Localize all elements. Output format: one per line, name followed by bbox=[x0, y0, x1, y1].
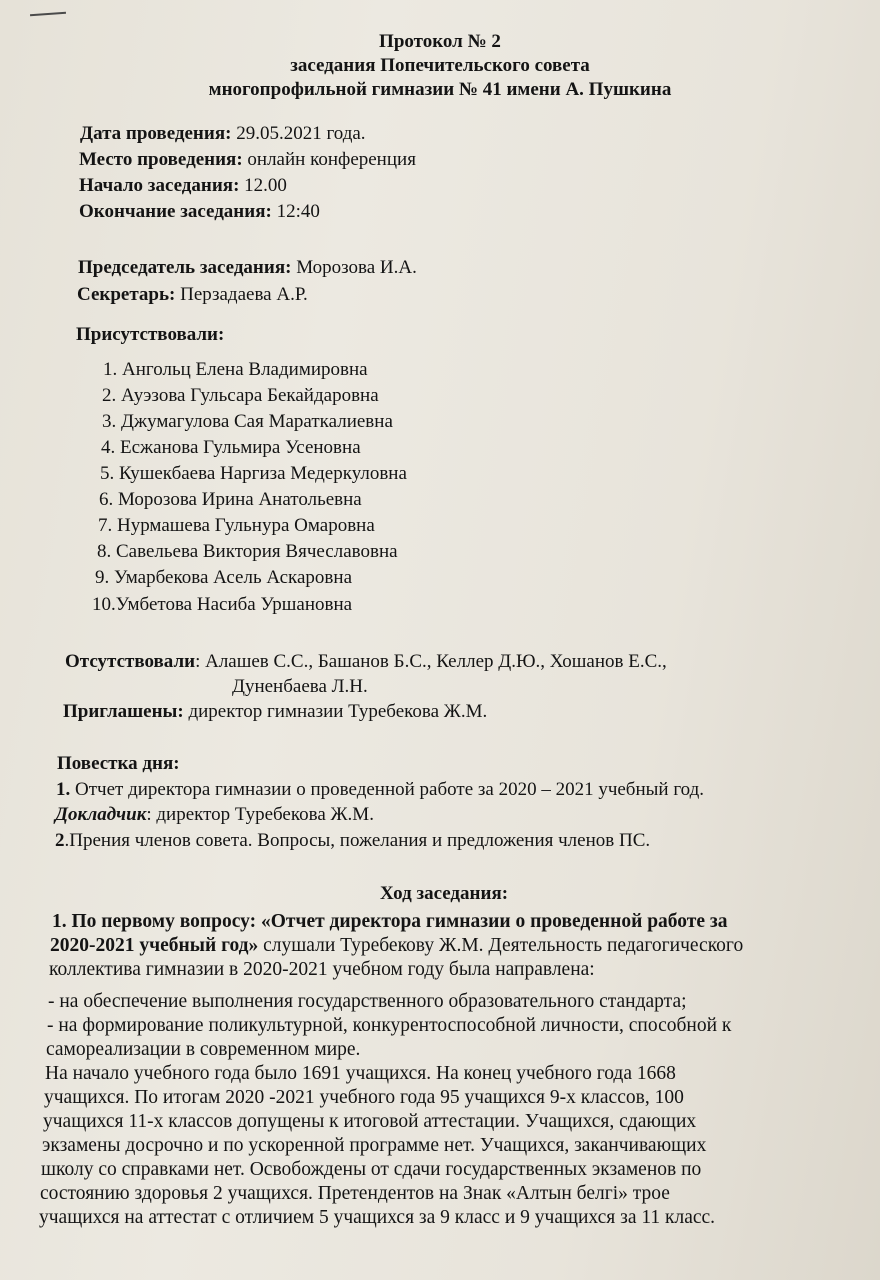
speaker-label: Докладчик bbox=[55, 804, 147, 825]
question-1-line-1: 1. По первому вопросу: «Отчет директора гимназии о проведенной работе за bbox=[52, 911, 728, 932]
meeting-end bbox=[79, 200, 320, 224]
attendee-6: 6. Морозова Ирина Анатольевна bbox=[99, 489, 362, 510]
attendees-label: Присутствовали: bbox=[76, 324, 225, 345]
attendee-2: 2. Ауэзова Гульсара Бекайдаровна bbox=[102, 385, 379, 406]
agenda-item-2-text: .Прения членов совета. Вопросы, пожелания и предложения членов ПС. bbox=[64, 830, 651, 851]
attendee-1: 1. Ангольц Елена Владимировна bbox=[103, 359, 368, 380]
start-value: 12.00 bbox=[239, 175, 287, 196]
attendee-4: 4. Есжанова Гульмира Усеновна bbox=[101, 437, 361, 458]
invited-value: директор гимназии Туребекова Ж.М. bbox=[183, 701, 488, 722]
question-1-line-2 bbox=[50, 934, 743, 958]
meeting-date bbox=[80, 122, 366, 146]
protocol-subtitle-2: многопрофильной гимназии № 41 имени А. Пушкина bbox=[208, 79, 672, 100]
end-value: 12:40 bbox=[271, 201, 320, 222]
meeting-start bbox=[79, 174, 287, 198]
agenda-item-1-text: Отчет директора гимназии о проведенной работе за 2020 – 2021 учебный год. bbox=[70, 779, 705, 800]
start-label: Начало заседания: bbox=[79, 175, 240, 196]
attendee-7: 7. Нурмашева Гульнура Омаровна bbox=[98, 515, 375, 536]
question-1-text: слушали Туребекову Ж.М. Деятельность педагогического bbox=[258, 935, 744, 956]
body-line-11: учащихся на аттестат с отличием 5 учащихся за 9 класс и 9 учащихся за 11 класс. bbox=[39, 1207, 716, 1228]
absent-names: : Алашев С.С., Башанов Б.С., Келлер Д.Ю., Хошанов Е.С., bbox=[195, 651, 667, 672]
body-line-2: - на обеспечение выполнения государственного образовательного стандарта; bbox=[48, 991, 687, 1012]
chair-value: Морозова И.А. bbox=[291, 257, 417, 278]
agenda-item-2-number: 2 bbox=[55, 830, 65, 851]
body-line-1: коллектива гимназии в 2020-2021 учебном году была направлена: bbox=[49, 959, 595, 980]
protocol-subtitle-1: заседания Попечительского совета bbox=[290, 55, 590, 76]
speaker-value: : директор Туребекова Ж.М. bbox=[146, 804, 374, 825]
attendee-5: 5. Кушекбаева Наргиза Медеркуловна bbox=[100, 463, 407, 484]
attendee-10: 10.Умбетова Насиба Уршановна bbox=[92, 594, 353, 615]
meeting-place bbox=[79, 148, 416, 172]
body-line-9: школу со справками нет. Освобождены от сдачи государственных экзаменов по bbox=[41, 1159, 702, 1180]
body-line-10: состоянию здоровья 2 учащихся. Претендентов на Знак «Алтын белгі» трое bbox=[40, 1183, 670, 1204]
attendee-8: 8. Савельева Виктория Вячеславовна bbox=[97, 541, 398, 562]
place-label: Место проведения: bbox=[79, 149, 243, 170]
date-label: Дата проведения: bbox=[80, 123, 232, 144]
meeting-chair bbox=[78, 256, 417, 280]
place-value: онлайн конференция bbox=[242, 149, 416, 170]
attendee-3: 3. Джумагулова Сая Мараткалиевна bbox=[102, 411, 393, 432]
agenda-item-1-number: 1. bbox=[56, 779, 71, 800]
invited-line bbox=[63, 700, 487, 724]
proceedings-heading: Ход заседания: bbox=[380, 883, 509, 904]
attendee-9: 9. Умарбекова Асель Аскаровна bbox=[95, 567, 353, 588]
absent-line-2: Дуненбаева Л.Н. bbox=[232, 676, 368, 697]
chair-label: Председатель заседания: bbox=[78, 257, 292, 278]
date-value: 29.05.2021 года. bbox=[231, 123, 366, 144]
body-line-3: - на формирование поликультурной, конкурентоспособной личности, способной к bbox=[47, 1015, 732, 1036]
body-line-8: экзамены досрочно и по ускоренной программе нет. Учащихся, заканчивающих bbox=[42, 1135, 707, 1156]
end-label: Окончание заседания: bbox=[79, 201, 272, 222]
body-line-7: учащихся 11-х классов допущены к итоговой аттестации. Учащихся, сдающих bbox=[43, 1111, 697, 1132]
body-line-4: самореализации в современном мире. bbox=[46, 1039, 361, 1060]
question-1-topic: 2020-2021 учебный год» bbox=[50, 935, 259, 956]
absent-line-1 bbox=[65, 650, 667, 674]
agenda-speaker bbox=[55, 803, 374, 827]
secretary-value: Перзадаева А.Р. bbox=[175, 284, 308, 305]
body-line-5: На начало учебного года было 1691 учащихся. На конец учебного года 1668 bbox=[45, 1063, 676, 1084]
body-line-6: учащихся. По итогам 2020 -2021 учебного года 95 учащихся 9-х классов, 100 bbox=[44, 1087, 684, 1108]
agenda-item-1 bbox=[56, 778, 704, 802]
absent-label: Отсутствовали bbox=[65, 651, 196, 672]
meeting-secretary bbox=[77, 283, 308, 307]
protocol-title: Протокол № 2 bbox=[379, 31, 501, 52]
agenda-item-2 bbox=[55, 829, 650, 853]
agenda-label: Повестка дня: bbox=[57, 753, 180, 774]
invited-label: Приглашены: bbox=[63, 701, 184, 722]
secretary-label: Секретарь: bbox=[77, 284, 176, 305]
